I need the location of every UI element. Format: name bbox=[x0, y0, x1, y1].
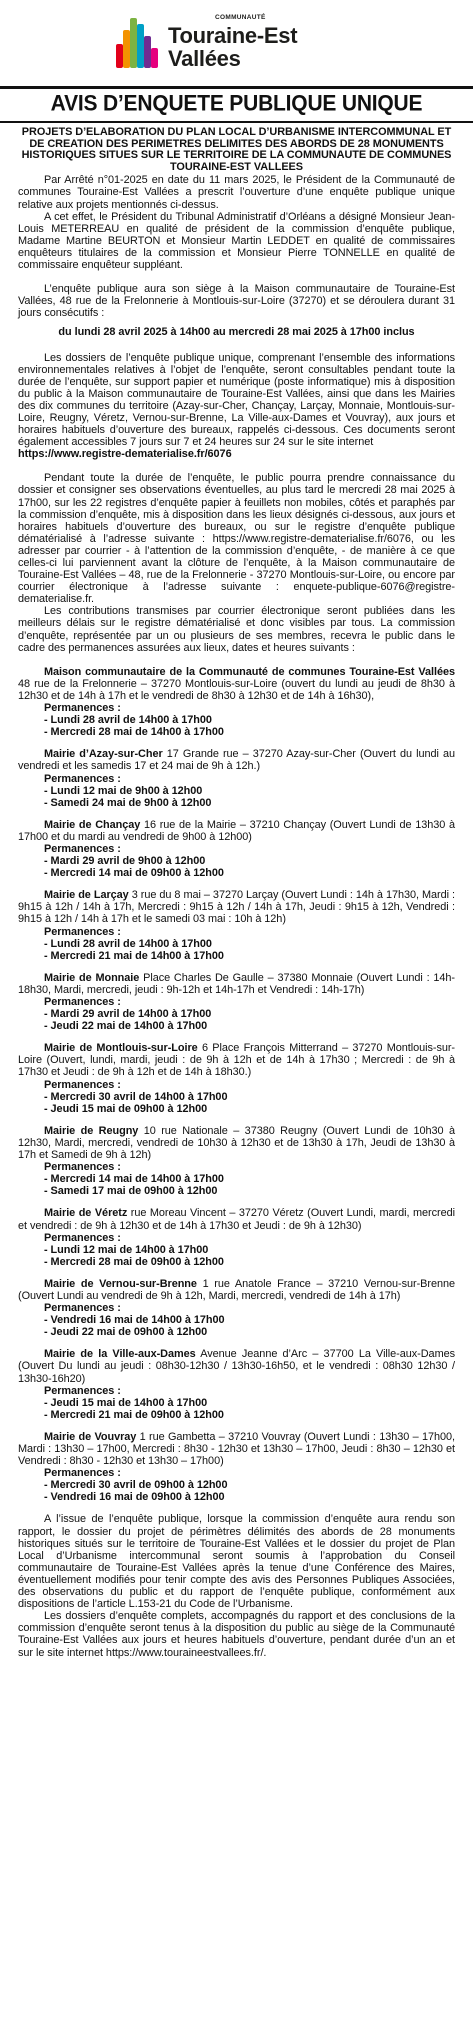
office-hours: 3 rue du 8 mai – 37270 Larçay (Ouvert Lundi : 14h à 17h30, Mardi : 9h15 à 12h / 14h à 17h, Mercredi : 9h15 à 12h / 14h à 17h, Jeudi : 9h15 à 12h, Vendredi : 9h15 à 12h / 14h à 17h et le samedi 03 mai : 10h à 12h) bbox=[18, 889, 455, 926]
top-divider bbox=[0, 86, 473, 89]
permanence-item: - Vendredi 16 mai de 14h00 à 17h00 bbox=[44, 1314, 225, 1327]
office-name: Mairie de la Ville-aux-Dames bbox=[44, 1348, 196, 1361]
office-name: Mairie de Vernou-sur-Brenne bbox=[44, 1277, 197, 1290]
office-block bbox=[18, 1348, 455, 1421]
office-name: Mairie de Chançay bbox=[44, 818, 141, 831]
office-address bbox=[18, 1278, 455, 1302]
observations-paragraph-1: Pendant toute la durée de l’enquête, le public pourra prendre connaissance du dossier et consigner ses observations éventuelles, au plus tard le mercredi 28 mai 2025 à 17h00, sur les 22 registres d’enquête papier à feuillets non mobiles, côtés et paraphés par la commission d’enquête, mis à disposition dans les lieux désignés ci-dessous, aux jours et horaires habituels d’ouverture des bureaux, ou sur le registre d’enquête publique dématérialisé à l’adresse suivante : https://www.registre-dematerialise.fr/6076, ou les adresser par courrier - à l’attention de la commission d’enquête, - de manière à ce que celles-ci lui parviennent avant la clôture de l’enquête, à la Maison communautaire de Touraine-Est Vallées – 48, rue de la Frelonnerie - 37270 Montlouis-sur-Loire, ou encore par courrier électronique à l’adresse suivante : enquete-publique-6076@registre-dematerialise.fr. bbox=[18, 472, 455, 606]
permanences-label: Permanences : bbox=[44, 1302, 121, 1315]
registry-link[interactable]: https://www.registre-dematerialise.fr/6076 bbox=[18, 448, 232, 461]
permanences-label: Permanences : bbox=[44, 925, 121, 938]
office-block bbox=[18, 972, 455, 1032]
permanence-item: - Lundi 12 mai de 14h00 à 17h00 bbox=[44, 1243, 209, 1256]
office-hours: Avenue Jeanne d’Arc – 37700 La Ville-aux-Dames (Ouvert Du lundi au jeudi : 08h30-12h30 / 13h30-16h50, et le vendredi : 08h30 12h30 / 13h30-16h20) bbox=[18, 1348, 455, 1385]
office-address bbox=[18, 819, 455, 843]
permanence-item: - Lundi 28 avril de 14h00 à 17h00 bbox=[44, 714, 212, 727]
office-hours: 48 rue de la Frelonnerie – 37270 Montlouis-sur-Loire (ouvert du lundi au jeudi de 8h30 à 12h30 et de 14h à 17h et le vendredi de 8h30 à 12h30 et de 14h à 16h30), bbox=[18, 677, 455, 702]
office-block bbox=[18, 666, 455, 739]
permanences-label: Permanences : bbox=[44, 1078, 121, 1091]
offices-list bbox=[18, 666, 455, 1504]
permanences-label: Permanences : bbox=[44, 1231, 121, 1244]
office-block bbox=[18, 748, 455, 808]
office-hours: 1 rue Anatole France – 37210 Vernou-sur-Brenne (Ouvert Lundi au vendredi de 9h à 12h, Mardi, mercredi, vendredi de 14h à 17h) bbox=[18, 1277, 455, 1302]
office-hours: 17 Grande rue – 37270 Azay-sur-Cher (Ouvert du lundi au vendredi et les samedis 17 et 24 mai de 9h à 12h.) bbox=[18, 748, 455, 773]
permanence-item: - Mercredi 28 mai de 14h00 à 17h00 bbox=[44, 726, 224, 739]
intro-paragraph-1: Par Arrêté n°01-2025 en date du 11 mars 2025, le Président de la Communauté de communes Touraine-Est Vallées a prescrit l’ouverture d’une enquête publique unique relative aux projets mentionnés ci-dessus. bbox=[18, 174, 455, 211]
office-name: Mairie de Véretz bbox=[44, 1207, 128, 1220]
permanences-label: Permanences : bbox=[44, 702, 121, 715]
office-address bbox=[18, 972, 455, 996]
permanence-item: - Mercredi 21 mai de 09h00 à 12h00 bbox=[44, 1408, 224, 1421]
permanence-item: - Jeudi 22 mai de 14h00 à 17h00 bbox=[44, 1020, 208, 1033]
office-block bbox=[18, 1207, 455, 1267]
office-name: Mairie de Monnaie bbox=[44, 971, 140, 984]
office-block bbox=[18, 1125, 455, 1198]
office-address bbox=[18, 1042, 455, 1078]
office-name: Mairie d’Azay-sur-Cher bbox=[44, 748, 163, 761]
subtitle: PROJETS D’ELABORATION DU PLAN LOCAL D’URBANISME INTERCOMMUNAL ET DE CREATION DES PERIMETRES DELIMITES DES ABORDS DE 28 MONUMENTS HISTORIQUES SITUES SUR LE TERRITOIRE DE LA COMMUNAUTE DE COMMUNES TOURAINE-EST VALLEES bbox=[21, 126, 452, 173]
permanence-item: - Jeudi 15 mai de 14h00 à 17h00 bbox=[44, 1396, 208, 1409]
permanences-label: Permanences : bbox=[44, 1467, 121, 1480]
permanence-item: - Mardi 29 avril de 9h00 à 12h00 bbox=[44, 855, 206, 868]
office-hours: rue Moreau Vincent – 37270 Véretz (Ouvert Lundi, mardi, mercredi et vendredi : de 9h à 12h30 et de 14h à 17h30 et Jeudi : de 9h à 12h30) bbox=[18, 1207, 455, 1232]
permanence-item: - Jeudi 15 mai de 09h00 à 12h00 bbox=[44, 1102, 208, 1115]
office-address bbox=[18, 666, 455, 702]
permanence-item: - Lundi 12 mai de 9h00 à 12h00 bbox=[44, 784, 203, 797]
office-name: Maison communautaire de la Communauté de communes Touraine-Est Vallées bbox=[44, 665, 455, 678]
intro-paragraph-2: A cet effet, le Président du Tribunal Administratif d’Orléans a désigné Monsieur Jean-Louis METERREAU en qualité de président de la commission d’enquête publique, Madame Martine BEURTON et Monsieur Martin LEDDET en qualité de commissaires enquêteurs titulaires de la commission et Monsieur Pierre TONNELLE en qualité de commissaire enquêteur suppléant. bbox=[18, 210, 455, 272]
logo-line2: Vallées bbox=[168, 46, 241, 71]
closing-paragraph-1: A l’issue de l’enquête publique, lorsque la commission d’enquête aura rendu son rapport, le dossier du projet de périmètres délimités des abords de 28 monuments historiques situés sur le territoire de Touraine-Est Vallées et le dossier du projet de Plan Local d’Urbanisme intercommunal seront soumis à l’approbation du Conseil communautaire de Touraine-Est Vallées après la tenue d’une Conférence des Maires, éventuellement modifiés pour tenir compte des avis des Personnes Publiques Associées, des observations du public et du rapport de l’enquête publique, conformément aux dispositions de l’article L.153-21 du Code de l’Urbanisme. bbox=[18, 1513, 455, 1611]
office-address bbox=[18, 748, 455, 772]
office-address bbox=[18, 889, 455, 925]
logo-small-text: COMMUNAUTÉ bbox=[215, 14, 266, 21]
office-block bbox=[18, 819, 455, 879]
office-block bbox=[18, 1042, 455, 1115]
enquiry-dates: du lundi 28 avril 2025 à 14h00 au mercredi 28 mai 2025 à 17h00 inclus bbox=[58, 326, 415, 339]
page-title: AVIS D’ENQUETE PUBLIQUE UNIQUE bbox=[50, 91, 423, 116]
permanence-item: - Mercredi 14 mai de 14h00 à 17h00 bbox=[44, 1173, 224, 1186]
permanence-item: - Jeudi 22 mai de 09h00 à 12h00 bbox=[44, 1326, 208, 1339]
office-address bbox=[18, 1348, 455, 1384]
notice-body bbox=[18, 127, 455, 1659]
permanences-label: Permanences : bbox=[44, 996, 121, 1008]
permanence-item: - Mercredi 21 mai de 14h00 à 17h00 bbox=[44, 949, 224, 962]
office-name: Mairie de Larçay bbox=[44, 889, 129, 902]
intro-paragraph-3: L’enquête publique aura son siège à la Maison communautaire de Touraine-Est Vallées, 48 rue de la Frelonnerie à Montlouis-sur-Loire (37270) et se déroulera durant 31 jours consécutifs : bbox=[18, 283, 455, 320]
office-hours: 16 rue de la Mairie – 37210 Chançay (Ouvert Lundi de 13h30 à 17h00 et du mardi au vendredi de 9h00 à 12h00) bbox=[18, 818, 455, 843]
title-divider bbox=[0, 121, 473, 123]
logo bbox=[116, 10, 356, 76]
office-name: Mairie de Vouvray bbox=[44, 1430, 137, 1443]
office-block bbox=[18, 889, 455, 962]
closing-section bbox=[18, 1513, 455, 1658]
permanence-item: - Samedi 24 mai de 9h00 à 12h00 bbox=[44, 796, 212, 809]
office-hours: 10 rue Nationale – 37380 Reugny (Ouvert Lundi de 10h30 à 12h30, Mardi, mercredi, vendredi de 10h30 à 12h30 et de 13h30 à 17h, Jeudi de 13h30 à 17h et Samedi de 9h à 12h) bbox=[18, 1124, 456, 1162]
permanences-label: Permanences : bbox=[44, 842, 121, 855]
permanence-item: - Mercredi 14 mai de 09h00 à 12h00 bbox=[44, 867, 224, 880]
office-address bbox=[18, 1125, 455, 1161]
permanences-label: Permanences : bbox=[44, 1384, 121, 1397]
dossiers-text: Les dossiers de l’enquête publique unique, comprenant l’ensemble des informations environnementales relatives à l’objet de l’enquête, seront consultables pendant toute la durée de l’enquête, sur support papier et numérique (poste informatique) mis à disposition du public à la Maison communautaire de Touraine-Est Vallées, ainsi que dans les Mairies des dix communes du territoire (Azay-sur-Cher, Chançay, Larçay, Monnaie, Montlouis-sur-Loire, Reugny, Véretz, Vernou-sur-Brenne, La Ville-aux-Dames et Vouvray), aux jours et horaires habituels d’ouverture des bureaux, rappelés ci-dessous. Ces documents seront également accessibles 7 jours sur 7 et 24 heures sur 24 sur le site internet bbox=[18, 351, 455, 449]
observations-paragraph-2: Les contributions transmises par courrier électronique seront publiées dans les meilleurs délais sur le registre dématérialisé et donc visibles par tous. La commission d’enquête, représentée par un ou plusieurs de ses membres, recevra le public dans le cadre des permanences assurées aux lieux, dates et heures suivants : bbox=[18, 605, 455, 654]
office-hours: Place Charles De Gaulle – 37380 Monnaie (Ouvert Lundi : 14h-18h30, Mardi, mercredi, jeudi : 9h-12h et 14h-17h et Vendredi : 14h-17h) bbox=[18, 971, 455, 996]
permanences-label: Permanences : bbox=[44, 772, 121, 785]
permanence-item: - Mercredi 30 avril de 09h00 à 12h00 bbox=[44, 1479, 228, 1492]
permanence-item: - Vendredi 16 mai de 09h00 à 12h00 bbox=[44, 1491, 225, 1504]
office-block bbox=[18, 1278, 455, 1338]
office-block bbox=[18, 1431, 455, 1504]
office-name: Mairie de Reugny bbox=[44, 1124, 139, 1137]
permanence-item: - Mercredi 28 mai de 09h00 à 12h00 bbox=[44, 1255, 224, 1268]
permanence-item: - Samedi 17 mai de 09h00 à 12h00 bbox=[44, 1185, 218, 1198]
office-hours: 1 rue Gambetta – 37210 Vouvray (Ouvert Lundi : 13h30 – 17h00, Mardi : 13h30 – 17h00, Mercredi : 8h30 - 12h30 et 13h30 – 17h00, Jeudi : 8h30 – 12h30 et Vendredi : 8h30 - 12h30 et 13h30 – 17h00) bbox=[18, 1430, 455, 1468]
logo-line1: Touraine-Est bbox=[168, 23, 298, 48]
office-name: Mairie de Montlouis-sur-Loire bbox=[44, 1042, 198, 1055]
permanence-item: - Lundi 28 avril de 14h00 à 17h00 bbox=[44, 937, 212, 950]
permanences-label: Permanences : bbox=[44, 1161, 121, 1174]
office-address bbox=[18, 1207, 455, 1231]
closing-paragraph-2: Les dossiers d’enquête complets, accompagnés du rapport et des conclusions de la commission d’enquête seront tenus à la disposition du public au siège de la Communauté Touraine-Est Vallées aux jours et heures habituels d’ouverture, pendant durée d’un an et sur le site internet https://www.touraineestvallees.fr/. bbox=[18, 1610, 455, 1659]
dossiers-paragraph bbox=[18, 352, 455, 461]
logo-bars-icon bbox=[116, 16, 160, 68]
office-address bbox=[18, 1431, 455, 1467]
office-hours: 6 Place François Mitterrand – 37270 Montlouis-sur-Loire (Ouvert, lundi, mardi, jeudi : de 9h à 12h et de 14h à 17h30 ; Mercredi : de 9h à 17h30 et Jeudi : de 9h à 12h et de 14h à 18h30.) bbox=[18, 1042, 455, 1079]
permanence-item: - Mardi 29 avril de 14h00 à 17h00 bbox=[44, 1008, 212, 1021]
permanence-item: - Mercredi 30 avril de 14h00 à 17h00 bbox=[44, 1090, 228, 1103]
